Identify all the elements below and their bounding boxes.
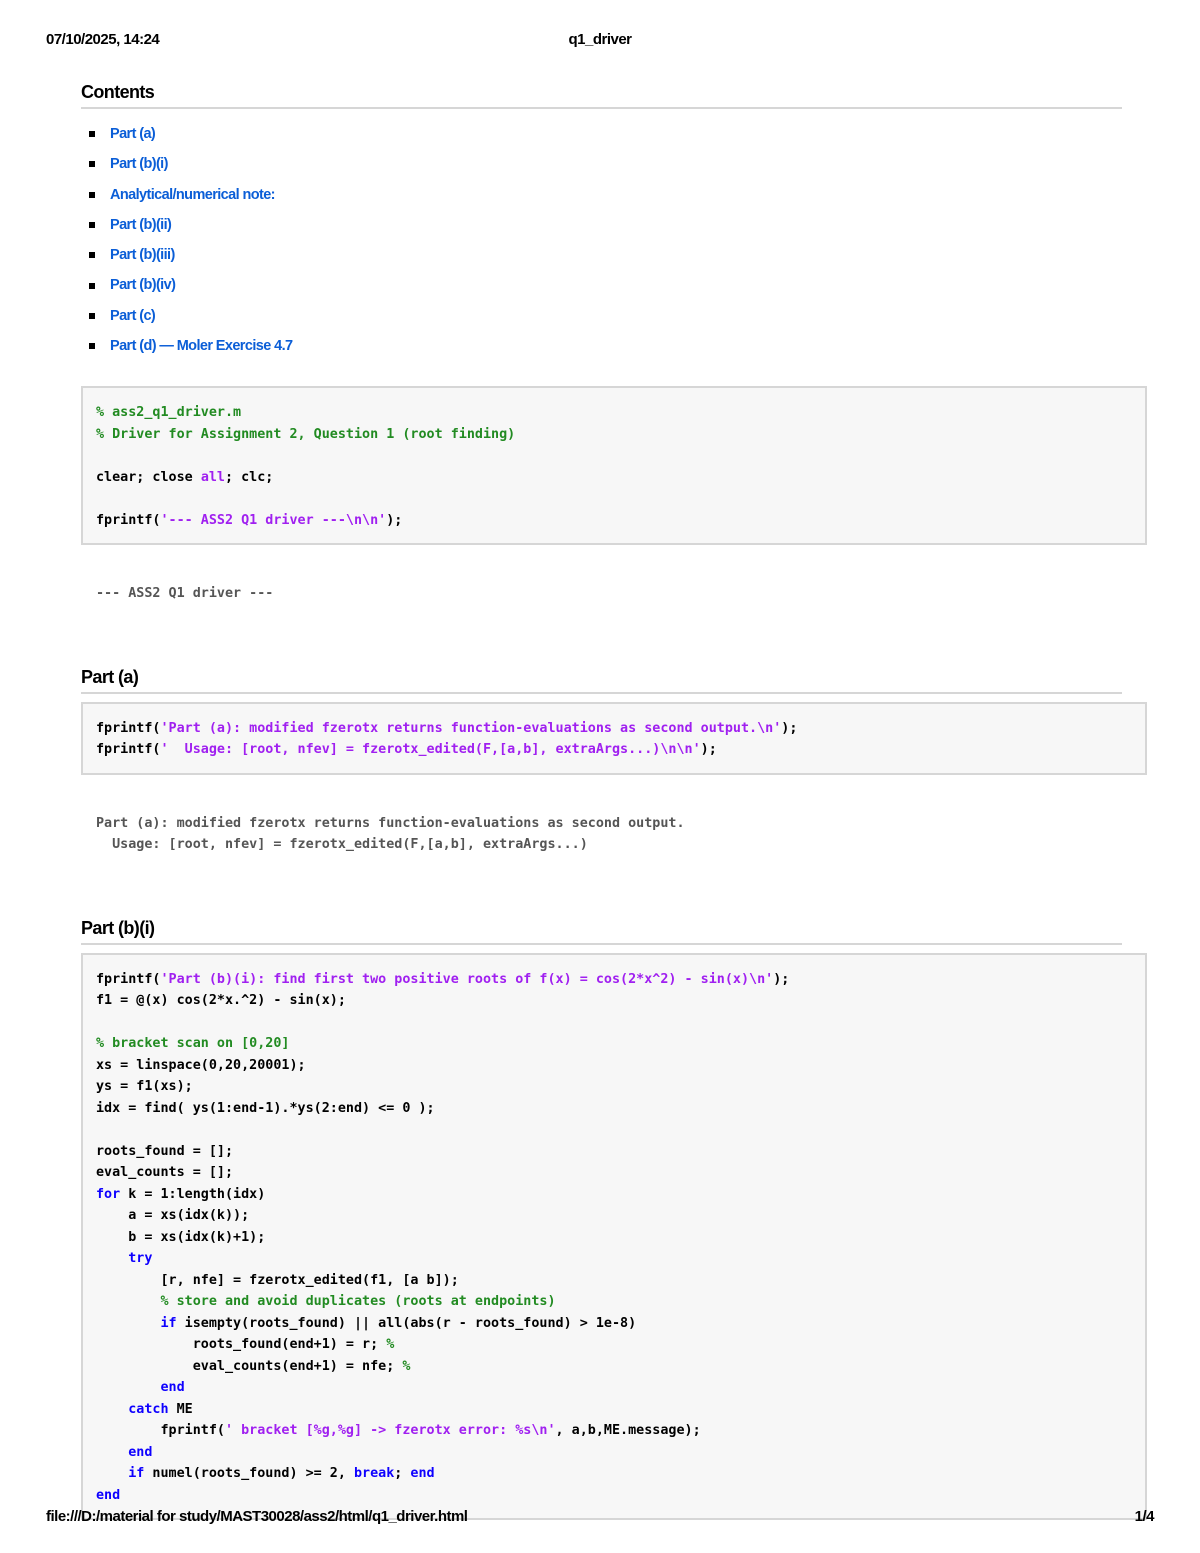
print-header bbox=[46, 31, 1154, 51]
code-line bbox=[96, 1184, 1132, 1206]
code-line bbox=[96, 1141, 1132, 1163]
contents-list bbox=[81, 119, 1147, 361]
code-token: break bbox=[353, 1466, 395, 1482]
print-file-path: file:///D:/material for study/MAST30028/ass2/html/q1_driver.html bbox=[46, 1508, 468, 1525]
code-token: ys = f1(xs); bbox=[96, 1079, 193, 1095]
code-block-part-a bbox=[81, 702, 1147, 775]
code-block-intro bbox=[81, 386, 1147, 545]
print-datetime: 07/10/2025, 14:24 bbox=[46, 31, 160, 48]
code-line bbox=[96, 1205, 1132, 1227]
bullet-icon bbox=[89, 343, 95, 349]
toc-link-part-b-ii[interactable]: Part (b)(ii) bbox=[110, 216, 172, 233]
code-token: ME bbox=[168, 1401, 193, 1417]
code-token: ; clc; bbox=[225, 469, 274, 485]
bullet-icon bbox=[89, 252, 95, 258]
code-line bbox=[96, 1270, 1132, 1292]
contents-heading: Contents bbox=[81, 82, 1122, 109]
toc-link-part-b-i[interactable]: Part (b)(i) bbox=[110, 156, 168, 173]
code-token: a = xs(idx(k)); bbox=[96, 1208, 250, 1224]
code-token: ); bbox=[773, 971, 790, 987]
code-line bbox=[96, 1119, 1132, 1141]
toc-item bbox=[89, 210, 1147, 240]
code-token: eval_counts = []; bbox=[96, 1165, 234, 1181]
code-line bbox=[96, 1248, 1132, 1270]
code-token: eval_counts(end+1) = nfe; bbox=[96, 1358, 403, 1374]
code-token: for bbox=[96, 1186, 121, 1202]
code-token bbox=[96, 1466, 128, 1481]
toc-item bbox=[89, 119, 1147, 149]
code-token: roots_found(end+1) = r; bbox=[96, 1337, 387, 1353]
code-token: ); bbox=[386, 512, 403, 528]
code-line bbox=[96, 1076, 1132, 1098]
code-line bbox=[96, 1227, 1132, 1249]
code-token: ' Usage: [root, nfev] = fzerotx_edited(F,[a,b], extraArgs...)\n\n' bbox=[160, 742, 701, 758]
code-token bbox=[96, 1251, 128, 1266]
code-line bbox=[96, 1485, 1132, 1507]
code-token: k = 1:length(idx) bbox=[120, 1186, 266, 1202]
code-token bbox=[96, 1316, 161, 1331]
code-token: [r, nfe] = fzerotx_edited(f1, [a b]); bbox=[96, 1272, 459, 1288]
toc-item bbox=[89, 240, 1147, 270]
code-token: fprintf( bbox=[96, 512, 161, 528]
code-line bbox=[96, 1463, 1132, 1485]
code-token: fprintf( bbox=[96, 1423, 225, 1439]
code-line bbox=[96, 467, 1132, 489]
code-line bbox=[96, 1334, 1132, 1356]
toc-link-part-a[interactable]: Part (a) bbox=[110, 126, 156, 142]
code-block-part-b-i bbox=[81, 953, 1147, 1521]
bullet-icon bbox=[89, 222, 95, 228]
code-token: clear; close bbox=[96, 469, 201, 485]
code-token: xs = linspace(0,20,20001); bbox=[96, 1057, 306, 1073]
bullet-icon bbox=[89, 313, 95, 319]
code-token: '--- ASS2 Q1 driver ---\n\n' bbox=[160, 512, 387, 528]
code-token bbox=[96, 1402, 128, 1417]
code-token: catch bbox=[128, 1401, 169, 1417]
code-token: % bracket scan on [0,20] bbox=[96, 1036, 290, 1052]
bullet-icon bbox=[89, 283, 95, 289]
code-line bbox=[96, 1012, 1132, 1034]
code-token: b = xs(idx(k)+1); bbox=[96, 1229, 266, 1245]
toc-item bbox=[89, 270, 1147, 300]
code-token: idx = find( ys(1:end-1).*ys(2:end) <= 0 ); bbox=[96, 1100, 435, 1116]
code-token: % store and avoid duplicates (roots at endpoints) bbox=[160, 1294, 556, 1310]
code-token: end bbox=[160, 1380, 185, 1396]
code-line bbox=[96, 402, 1132, 424]
code-token: isempty(roots_found) || all(abs(r - roots_found) > 1e-8) bbox=[176, 1315, 637, 1331]
code-line bbox=[96, 1033, 1132, 1055]
code-line bbox=[96, 424, 1132, 446]
code-token: ); bbox=[781, 720, 798, 736]
code-token: % bbox=[402, 1358, 411, 1374]
toc-item bbox=[89, 301, 1147, 331]
code-token: if bbox=[128, 1466, 145, 1482]
document-content bbox=[81, 82, 1147, 1520]
code-token: all bbox=[200, 469, 225, 485]
section-heading-part-a: Part (a) bbox=[81, 667, 1122, 694]
code-token bbox=[96, 1380, 161, 1395]
toc-item bbox=[89, 180, 1147, 210]
bullet-icon bbox=[89, 131, 95, 137]
toc-link-analytical-note[interactable]: Analytical/numerical note: bbox=[110, 186, 275, 203]
code-token: , a,b,ME.message); bbox=[555, 1423, 701, 1439]
code-token: % bbox=[386, 1337, 395, 1353]
toc-link-part-b-iv[interactable]: Part (b)(iv) bbox=[110, 277, 176, 294]
bullet-icon bbox=[89, 192, 95, 198]
code-token: end bbox=[96, 1487, 121, 1503]
code-line bbox=[96, 1399, 1132, 1421]
toc-item bbox=[89, 149, 1147, 179]
code-line bbox=[96, 445, 1132, 467]
output-part-a bbox=[81, 813, 1147, 856]
code-line bbox=[96, 1377, 1132, 1399]
code-token: try bbox=[128, 1251, 153, 1267]
section-heading-part-b-i: Part (b)(i) bbox=[81, 918, 1122, 945]
code-token: fprintf( bbox=[96, 720, 161, 736]
code-token: numel(roots_found) >= 2, bbox=[144, 1466, 354, 1482]
code-token: if bbox=[160, 1315, 177, 1331]
code-line bbox=[96, 718, 1132, 740]
code-token: fprintf( bbox=[96, 742, 161, 758]
bullet-icon bbox=[89, 161, 95, 167]
code-line bbox=[96, 969, 1132, 991]
code-line bbox=[96, 1055, 1132, 1077]
code-token: 'Part (b)(i): find first two positive roots of f(x) = cos(2*x^2) - sin(x)\n' bbox=[160, 971, 774, 987]
output-line: Part (a): modified fzerotx returns function-evaluations as second output. bbox=[96, 815, 685, 831]
code-token bbox=[96, 1294, 161, 1309]
code-line bbox=[96, 1162, 1132, 1184]
toc-link-part-d[interactable]: Part (d) — Moler Exercise 4.7 bbox=[110, 338, 293, 355]
code-token: ); bbox=[700, 742, 717, 758]
code-token: end bbox=[128, 1444, 153, 1460]
print-title: q1_driver bbox=[568, 31, 632, 48]
code-line bbox=[96, 1313, 1132, 1335]
code-line bbox=[96, 1291, 1132, 1313]
code-token: fprintf( bbox=[96, 971, 161, 987]
code-token: % ass2_q1_driver.m bbox=[96, 405, 242, 421]
code-line bbox=[96, 1442, 1132, 1464]
output-intro bbox=[81, 583, 1147, 605]
code-token: ' bracket [%g,%g] -> fzerotx error: %s\n' bbox=[225, 1423, 556, 1439]
toc-item bbox=[89, 331, 1147, 361]
code-token: end bbox=[410, 1466, 435, 1482]
code-line bbox=[96, 1356, 1132, 1378]
code-line bbox=[96, 510, 1132, 532]
print-footer bbox=[46, 1508, 1154, 1528]
output-line: Usage: [root, nfev] = fzerotx_edited(F,[a,b], extraArgs...) bbox=[96, 837, 588, 853]
toc-link-part-c[interactable]: Part (c) bbox=[110, 307, 156, 324]
code-line bbox=[96, 1420, 1132, 1442]
output-line: --- ASS2 Q1 driver --- bbox=[96, 586, 274, 602]
code-line bbox=[96, 739, 1132, 761]
code-token bbox=[96, 1445, 128, 1460]
code-line bbox=[96, 990, 1132, 1012]
code-token: 'Part (a): modified fzerotx returns function-evaluations as second output.\n' bbox=[160, 720, 782, 736]
code-token: roots_found = []; bbox=[96, 1143, 234, 1159]
code-token: f1 = @(x) cos(2*x.^2) - sin(x); bbox=[96, 993, 346, 1009]
code-line bbox=[96, 488, 1132, 510]
code-line bbox=[96, 1098, 1132, 1120]
code-token: % Driver for Assignment 2, Question 1 (root finding) bbox=[96, 426, 516, 442]
code-token: ; bbox=[394, 1466, 411, 1482]
print-page-number: 1/4 bbox=[1134, 1508, 1154, 1525]
toc-link-part-b-iii[interactable]: Part (b)(iii) bbox=[110, 247, 175, 264]
